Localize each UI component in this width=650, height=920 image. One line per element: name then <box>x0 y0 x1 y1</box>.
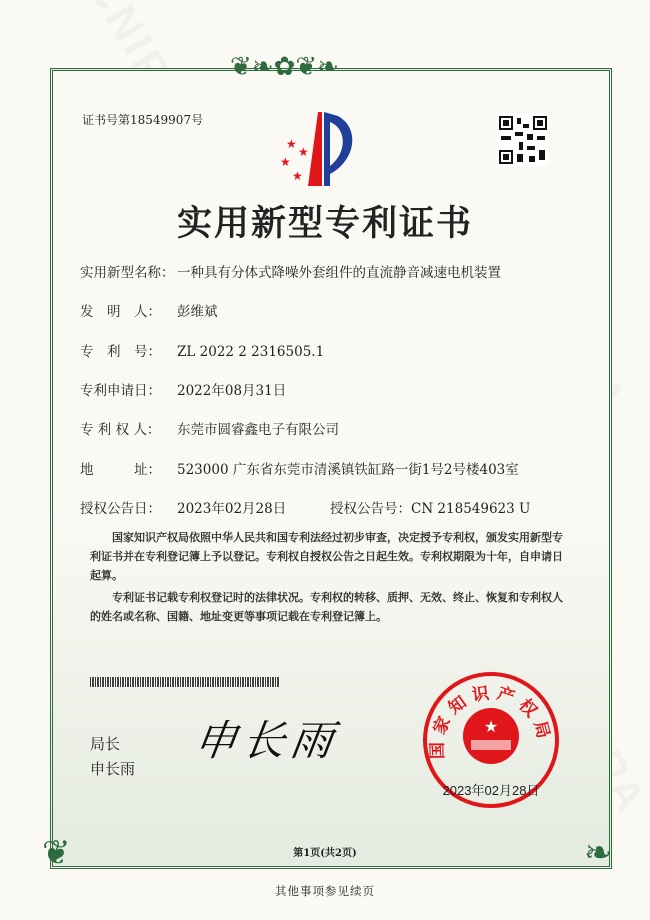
official-seal <box>423 672 559 808</box>
ornament-corner-icon: ❧ <box>584 833 613 873</box>
field-patentee: 专 利 权 人： 东莞市圆睿鑫电子有限公司 <box>80 422 339 438</box>
signer-title: 局长 <box>90 735 121 753</box>
signature: 申长雨 <box>191 716 343 765</box>
field-application-date: 专利申请日： 2022年08月31日 <box>80 383 287 399</box>
signer-name: 申长雨 <box>90 760 136 778</box>
field-patent-number: 专 利 号： ZL 2022 2 2316505.1 <box>80 344 325 360</box>
field-grant-date: 授权公告日： 2023年02月28日 <box>80 501 287 517</box>
qr-code-icon[interactable] <box>497 114 549 166</box>
barcode <box>90 677 280 687</box>
svg-text:★: ★ <box>286 137 297 151</box>
field-grant-pub-no: 授权公告号：CN 218549623 U <box>330 501 531 517</box>
field-utility-model-name: 实用新型名称： 一种具有分体式降噪外套组件的直流静音减速电机装置 <box>80 265 501 281</box>
ornament-corner-icon: ❦ <box>42 833 71 873</box>
cnipa-logo-icon <box>278 108 358 190</box>
svg-text:★: ★ <box>292 169 303 183</box>
page-title: 实用新型专利证书 <box>176 204 473 244</box>
statement-paragraph: 国家知识产权局依照中华人民共和国专利法经过初步审查，决定授予专利权，颁发实用新型专利证书并在专利登记簿上予以登记。专利权自授权公告之日起生效。专利权期限为十年，自申请日起算。 <box>90 531 563 582</box>
svg-text:★: ★ <box>280 155 291 169</box>
svg-text:★: ★ <box>298 145 309 159</box>
footer-note: 其他事项参见续页 <box>275 884 375 898</box>
svg-text:★: ★ <box>483 717 499 736</box>
statement-paragraph: 专利证书记载专利权登记时的法律状况。专利权的转移、质押、无效、终止、恢复和专利权人的姓名或名称、国籍、地址变更等事项记载在专利登记簿上。 <box>90 591 563 623</box>
page-indicator: 第1页(共2页) <box>293 848 357 859</box>
field-address: 地 址： 523000 广东省东莞市清溪镇铁缸路一街1号2号楼403室 <box>80 462 519 478</box>
seal-text: 国家知识产权局 <box>427 682 555 760</box>
certificate-number: 证书号第18549907号 <box>82 113 204 127</box>
ornament-top-icon: ❦❧✿❦❧ <box>230 52 339 82</box>
seal-date: 2023年02月28日 <box>442 783 540 798</box>
field-inventor: 发 明 人： 彭维斌 <box>80 304 218 320</box>
